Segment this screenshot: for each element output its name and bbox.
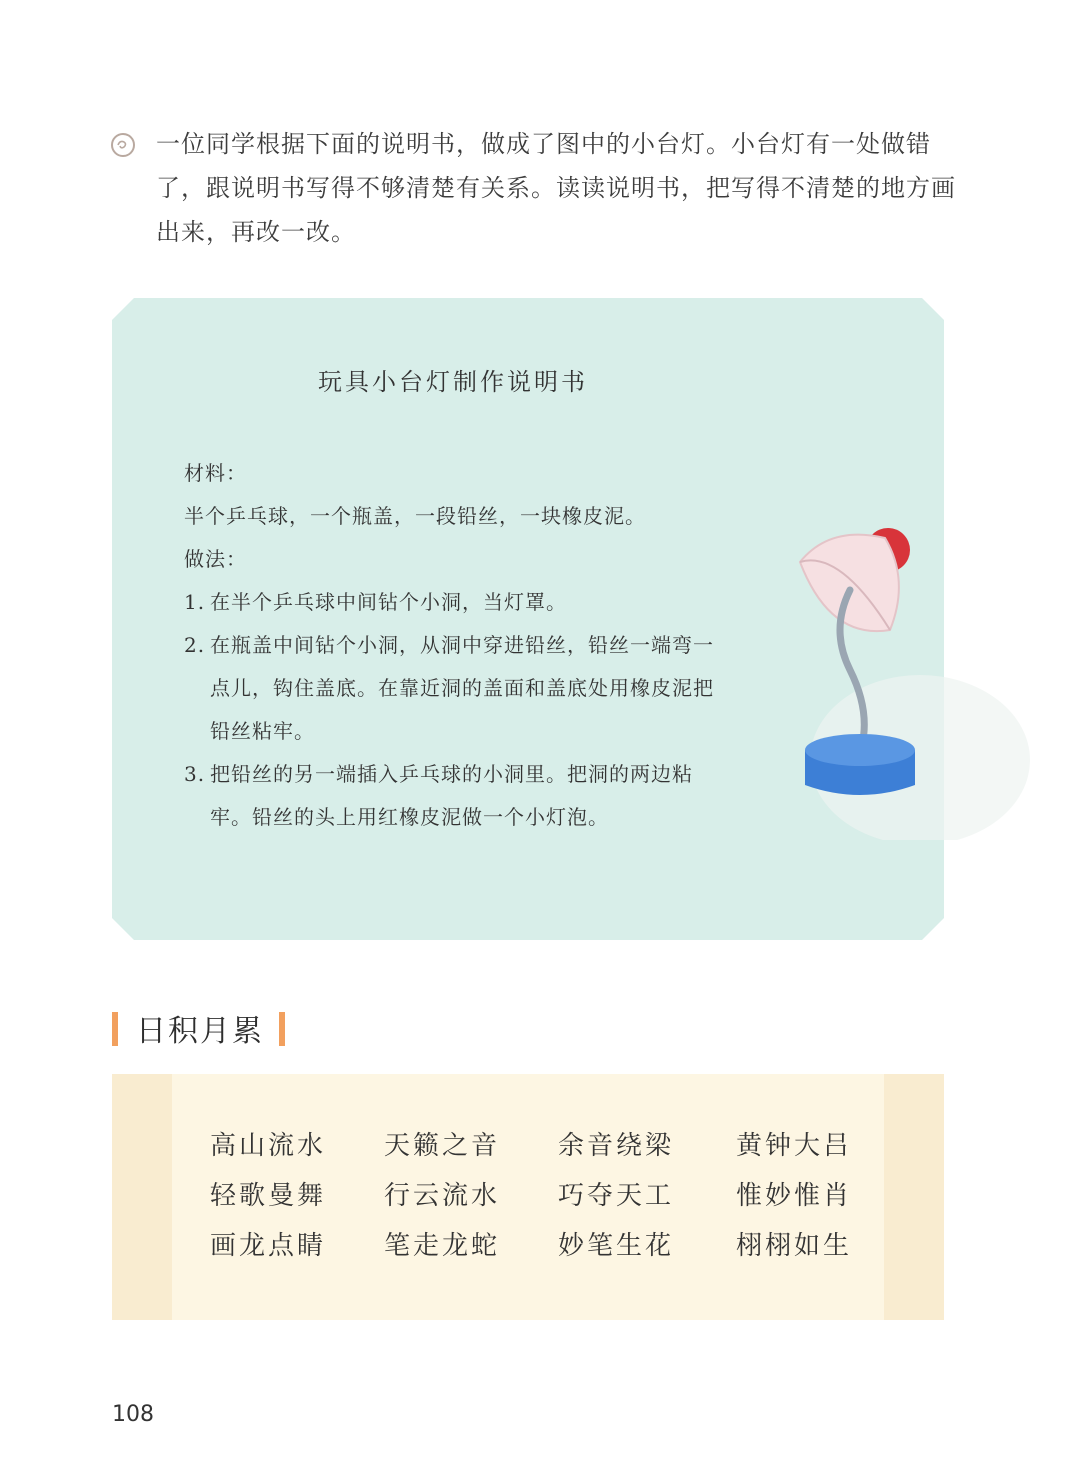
- idiom-item: 黄钟大吕: [736, 1131, 853, 1161]
- idiom-item: 笔走龙蛇: [384, 1231, 501, 1261]
- idiom-item: 巧夺天工: [558, 1181, 675, 1211]
- swirl-bullet-icon: [110, 132, 136, 158]
- step-item: [184, 624, 724, 753]
- toy-desk-lamp-illustration: [770, 520, 1030, 840]
- method-label: 做法：: [184, 547, 247, 571]
- materials-label: 材料：: [184, 461, 247, 485]
- page-number: 108: [112, 1402, 154, 1427]
- idiom-item: 天籁之音: [384, 1131, 501, 1161]
- manual-title: 玩具小台灯制作说明书: [318, 368, 588, 396]
- idiom-item: 惟妙惟肖: [736, 1181, 853, 1211]
- idiom-item: 高山流水: [210, 1131, 327, 1161]
- idiom-grid: [210, 1128, 910, 1264]
- idiom-item: 妙笔生花: [558, 1231, 675, 1261]
- step-number: 3.: [184, 762, 206, 786]
- heading-accent-bar: [279, 1012, 285, 1046]
- task-instruction: 一位同学根据下面的说明书，做成了图中的小台灯。小台灯有一处做错了，跟说明书写得不够清楚有关系。读读说明书，把写得不清楚的地方画出来，再改一改。: [156, 130, 956, 246]
- idiom-item: 画龙点睛: [210, 1231, 327, 1261]
- step-text: 把铅丝的另一端插入乒乓球的小洞里。把洞的两边粘牢。铅丝的头上用红橡皮泥做一个小灯泡。: [210, 762, 693, 829]
- idiom-item: 余音绕梁: [558, 1131, 675, 1161]
- step-number: 2.: [184, 633, 206, 657]
- idiom-item: 行云流水: [384, 1181, 501, 1211]
- heading-accent-bar: [112, 1012, 118, 1046]
- idiom-item: 轻歌曼舞: [210, 1181, 327, 1211]
- step-text: 在半个乒乓球中间钻个小洞，当灯罩。: [210, 590, 567, 614]
- decorative-border: [112, 1074, 172, 1320]
- idiom-item: 栩栩如生: [736, 1231, 853, 1261]
- section-title: 日积月累: [136, 1014, 264, 1049]
- materials-list: 半个乒乓球，一个瓶盖，一段铅丝，一块橡皮泥。: [184, 504, 646, 528]
- step-item: [184, 753, 724, 839]
- step-item: [184, 581, 724, 624]
- manual-body: [184, 452, 724, 839]
- step-number: 1.: [184, 590, 206, 614]
- step-text: 在瓶盖中间钻个小洞，从洞中穿进铅丝，铅丝一端弯一点儿，钩住盖底。在靠近洞的盖面和盖底处用橡皮泥把铅丝粘牢。: [210, 633, 714, 743]
